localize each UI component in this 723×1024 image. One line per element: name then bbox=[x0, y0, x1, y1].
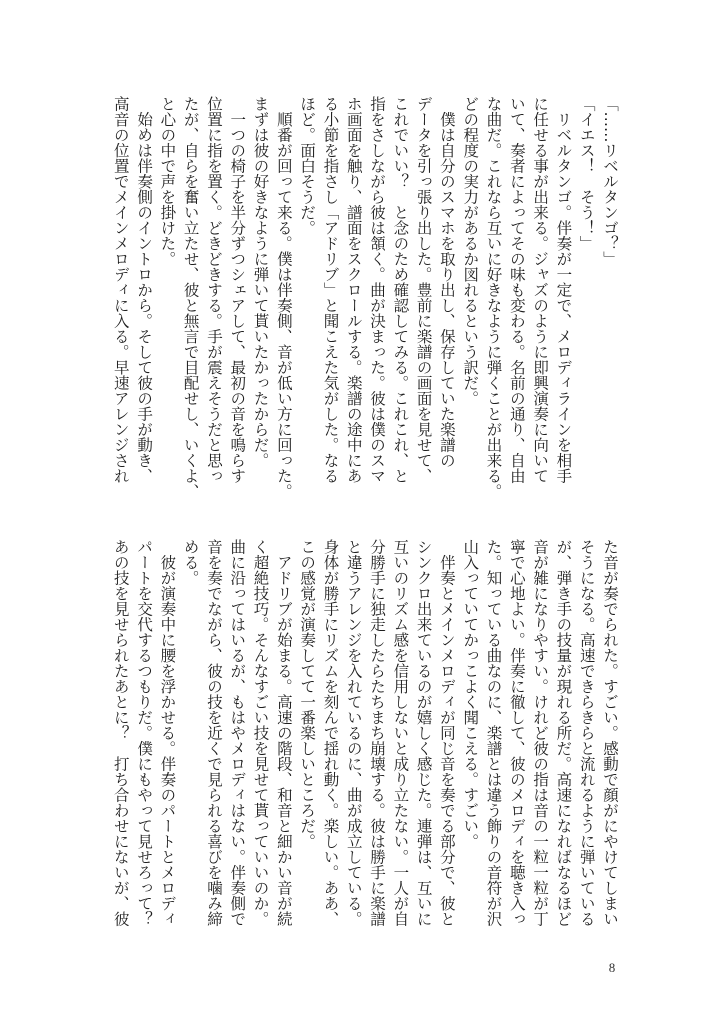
text-line: 分勝手に独走したらたちまち崩壊する。彼は勝手に楽譜 bbox=[368, 539, 387, 927]
text-line: リベルタンゴ。伴奏が一定で、メロディラインを相手 bbox=[554, 96, 573, 484]
text-line: 「イエス！ そう！」 bbox=[577, 96, 596, 251]
text-line: 互いのリズム感を信用しないと成り立たない。一人が自 bbox=[391, 539, 410, 927]
text-line: 位置に指を置く。どきどきする。手が震えそうだと思っ bbox=[204, 96, 223, 484]
text-line: ほど。面白そうだ。 bbox=[298, 96, 317, 236]
text-line: いて、奏者によってその味も変わる。名前の通り、自由 bbox=[507, 96, 526, 484]
text-line: 高音の位置でメインメロディに入る。早速アレンジされ bbox=[111, 96, 130, 484]
text-line: アドリブが始まる。高速の階段、和音と細かい音が続 bbox=[274, 539, 293, 927]
text-line: 山入っていてかっこよく聞こえる。すごい。 bbox=[461, 539, 480, 849]
text-line: 順番が回って来る。僕は伴奏側、音が低い方に回った。 bbox=[274, 96, 293, 499]
text-line: る小節を指さし「アドリブ」と聞こえた気がした。なる bbox=[321, 96, 340, 484]
text-line: と違うアレンジを入れているのに、曲が成立している。 bbox=[344, 539, 363, 927]
text-line: 指をさしながら彼は頷く。曲が決まった。彼は僕のスマ bbox=[368, 96, 387, 484]
text-line: 伴奏とメインメロディが同じ音を奏でる部分で、彼と bbox=[437, 539, 456, 927]
text-line: あの技を見せられたあとに？ 打ち合わせにないが、彼 bbox=[111, 539, 130, 927]
lower-text-block bbox=[108, 539, 621, 927]
page-number: 8 bbox=[608, 960, 616, 975]
text-line: く超絶技巧。そんなすごい技を見せて貰っていいのか。 bbox=[251, 539, 270, 927]
text-line: 身体が勝手にリズムを刻んで揺れ動く。楽しい。ああ、 bbox=[321, 539, 340, 927]
text-line: まずは彼の好きなように弾いて貰いたかったからだ。 bbox=[251, 96, 270, 468]
text-line: 始めは伴奏側のイントロから。そして彼の手が動き、 bbox=[135, 96, 154, 484]
text-line: どの程度の実力があるか図れるという訳だ。 bbox=[461, 96, 480, 406]
text-line: パートを交代するつもりだ。僕にもやって見せろって？ bbox=[135, 539, 154, 927]
text-line: た。知っている曲なのに、楽譜とは違う飾りの音符が沢 bbox=[484, 539, 503, 927]
text-line: 曲に沿ってはいるが、もはやメロディはない。伴奏側で bbox=[228, 539, 247, 927]
text-line: シンクロ出来ているのが嬉しく感じた。連弾は、互いに bbox=[414, 539, 433, 927]
text-line: 寧で心地よい。伴奏に徹して、彼のメロディを聴き入っ bbox=[507, 539, 526, 927]
text-line: 彼が演奏中に腰を浮かせる。伴奏のパートとメロディ bbox=[158, 539, 177, 927]
text-line: 音が雑になりやすい。けれど彼の指は音の一粒一粒が丁 bbox=[531, 539, 550, 927]
text-line: が、弾き手の技量が現れる所だ。高速になればなるほど bbox=[554, 539, 573, 927]
text-line: ホ画面を触り、譜面をスクロールする。楽譜の途中にあ bbox=[344, 96, 363, 484]
text-line: 音を奏でながら、彼の技を近くで見られる喜びを噛み締 bbox=[204, 539, 223, 927]
text-line: める。 bbox=[181, 539, 200, 586]
upper-text-block bbox=[108, 96, 621, 499]
text-line: データを引っ張り出した。豊前に楽譜の画面を見せて、 bbox=[414, 96, 433, 484]
text-line: これでいい？ と念のため確認してみる。これこれ、と bbox=[391, 96, 410, 484]
text-line: た音が奏でられた。すごい。感動で顔がにやけてしまい bbox=[601, 539, 619, 927]
text-line: と心の中で声を掛けた。 bbox=[158, 96, 177, 267]
text-line: 一つの椅子を半分ずつシェアして、最初の音を鳴らす bbox=[228, 96, 247, 484]
text-line: な曲だ。これなら互いに好きなように弾くことが出来る。 bbox=[484, 96, 503, 499]
text-line: この感覚が演奏してて一番楽しいところだ。 bbox=[298, 539, 317, 849]
text-line: 僕は自分のスマホを取り出し、保存していた楽譜の bbox=[437, 96, 456, 468]
text-line: に任せる事が出来る。ジャズのように即興演奏に向いて bbox=[531, 96, 550, 484]
text-line: たが、自らを奮い立たせ、彼と無言で目配せし、いくよ、 bbox=[181, 96, 200, 499]
text-line: 「……リベルタンゴ？」 bbox=[601, 96, 619, 267]
text-line: そうになる。高速できらきらと流れるように弾いている bbox=[577, 539, 596, 927]
